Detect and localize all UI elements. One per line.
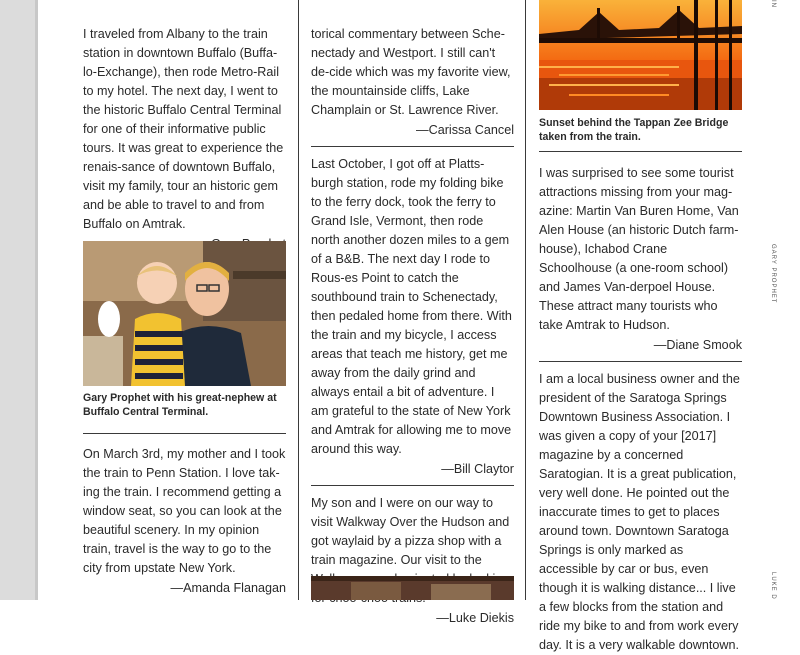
letter-text: torical commentary between Sche-nectady and Westport. I still can't de-cide which was my favorite view, the mountainside cliffs, Lake Champlain or St. Lawrence River. bbox=[311, 27, 511, 117]
letter-text: My son and I were on our way to visit Walkway Over the Hudson and got waylaid by a pizza shop with a train magazine. Our visit to the bbox=[311, 496, 510, 567]
separator bbox=[311, 146, 514, 147]
margin-label-name: GARY PROPHET bbox=[770, 244, 776, 304]
column-rule-2 bbox=[525, 0, 526, 600]
photo-caption: Sunset behind the Tappan Zee Bridge taken from the train. bbox=[539, 117, 729, 143]
letter-signature: —Bill Claytor bbox=[441, 462, 514, 476]
photo-tappan-zee-sunset bbox=[539, 0, 742, 110]
photo-gary-prophet bbox=[83, 241, 286, 386]
separator bbox=[83, 433, 286, 434]
letter-text: I was surprised to see some tourist attractions missing from your mag-azine: Martin Van Buren Home, Van Alen House (an historic Dutch farm-house), Ichabod Crane Schoolhouse (a one-room school) and James Van-derpoel House. These attract many tourists who take Amtrak to Hudson. bbox=[539, 166, 739, 332]
letter-signature: —Luke Diekis bbox=[436, 611, 514, 625]
column-2 bbox=[311, 25, 514, 628]
photo-caption: Gary Prophet with his great-nephew at Buffalo Central Terminal. bbox=[83, 392, 277, 418]
margin-label-bottom: LUKE D bbox=[770, 572, 776, 600]
separator bbox=[539, 151, 742, 152]
letter-signature: —Amanda Flanagan bbox=[170, 581, 286, 595]
letter-signature: —Carissa Cancel bbox=[416, 123, 514, 137]
separator bbox=[539, 361, 742, 362]
separator bbox=[311, 485, 514, 486]
letter-text: I traveled from Albany to the train station in downtown Buffalo (Buffa-lo-Exchange), then rode Metro-Rail to my hotel. The next day, I went to the historic Buffalo Central Terminal for one of their informative public tours. It was great to experience the renais-sance of downtown Buffalo, visit my family, tour an historic gem and be able to travel to and from Buffalo on Amtrak. bbox=[83, 27, 284, 231]
margin-label-top: IN bbox=[770, 0, 776, 8]
column-1-lower bbox=[83, 391, 286, 598]
page-edge-bar bbox=[0, 0, 38, 600]
letter-signature: —Diane Smook bbox=[653, 338, 742, 352]
letter-text: On March 3rd, my mother and I took the train to Penn Station. I love tak-ing the train. I recommend getting a window seat, so you can look at the beautiful scenery. In my opinion train, travel is the way to go to the city from upstate New York. bbox=[83, 447, 286, 575]
column-3 bbox=[539, 116, 742, 655]
photo-bottom-partial bbox=[311, 576, 514, 600]
column-rule-1 bbox=[298, 0, 299, 600]
letter-text: I am a local business owner and the president of the Saratoga Springs Downtown Business Association. I was given a copy of your [2017] magazine by a concerned Saratogian. It is a great publication, very well done. He pointed out the inaccurate times to get to places around town. Downtown Saratoga Springs is only marked as accessible by car or bus, even though it is walking distance... I live a few blocks from the station and ride my bike to and from work every day. It is a very walkable downtown. bbox=[539, 372, 740, 652]
letter-text: Last October, I got off at Platts-burgh station, rode my folding bike to the ferry dock, took the ferry to Grand Isle, Vermont, then rode north another dozen miles to a gem of a B&B. The next day I rode to Rous-es Point to catch the southbound train to Schenectady, then pedaled home from there. With the train and my bicycle, I access areas that teach me history, get me away from the daily grind and always entail a bit of adventure. I am grateful to the state of New York and Amtrak for allowing me to move around this way. bbox=[311, 157, 512, 456]
column-1 bbox=[83, 25, 286, 254]
